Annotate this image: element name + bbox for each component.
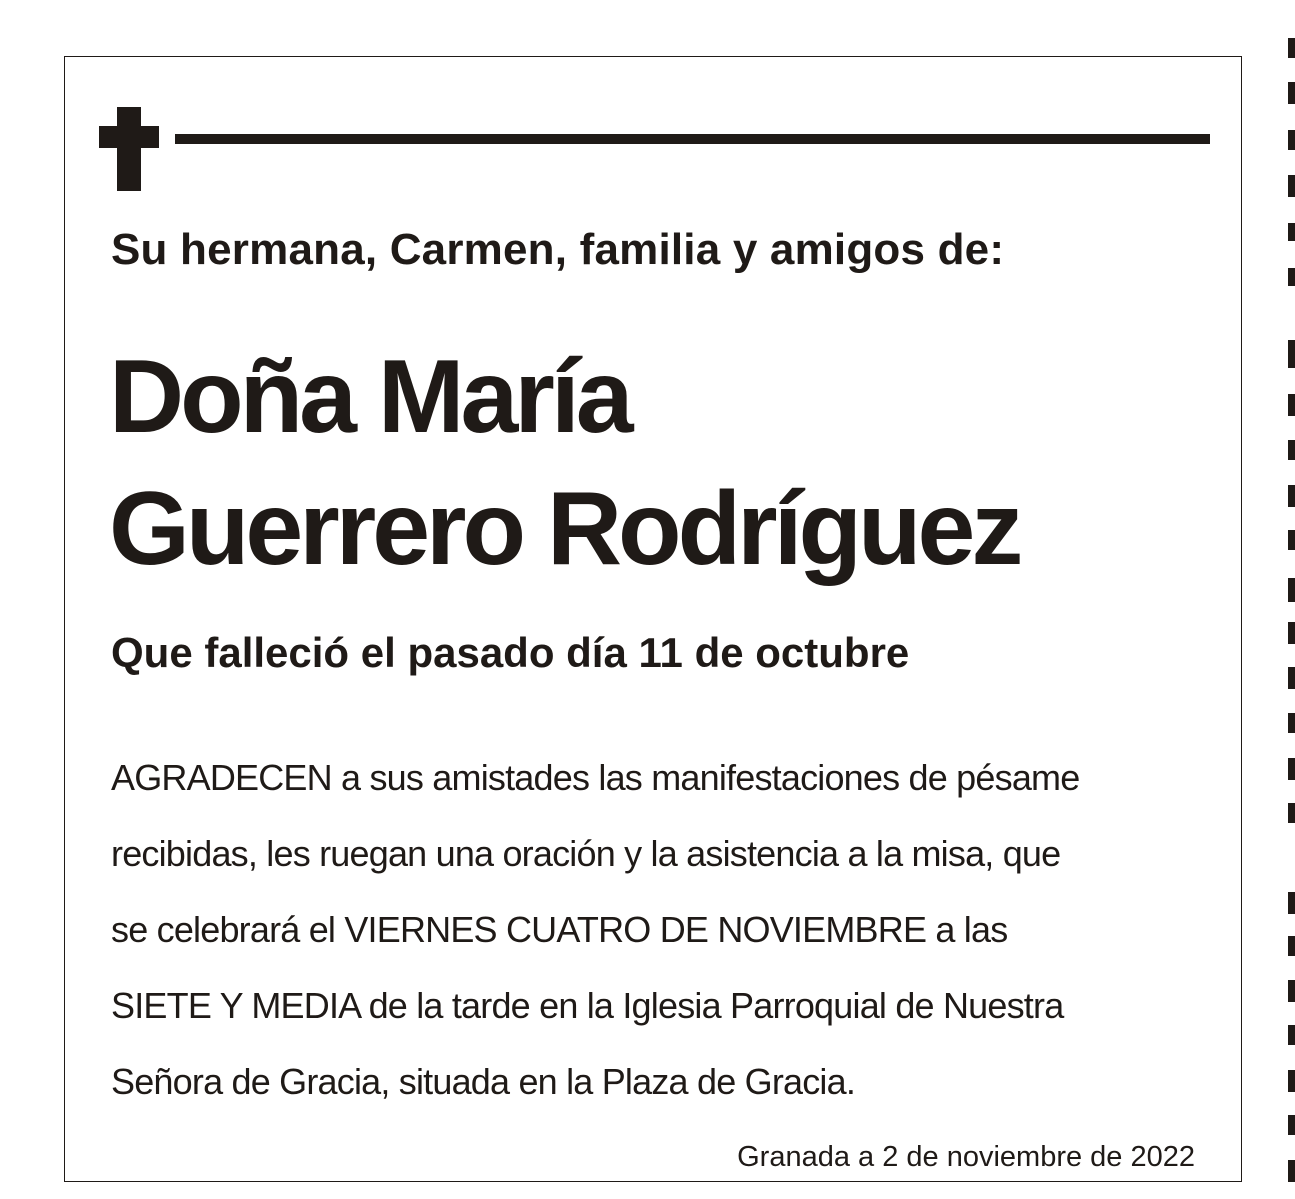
notice-body bbox=[111, 740, 1079, 1120]
header-rule bbox=[175, 134, 1210, 144]
deceased-name-line-2: Guerrero Rodríguez bbox=[109, 471, 1020, 587]
body-line: Señora de Gracia, situada en la Plaza de Gracia. bbox=[111, 1061, 856, 1102]
deceased-name-line-1: Doña María bbox=[109, 339, 630, 455]
body-line: AGRADECEN a sus amistades las manifestaciones de pésame bbox=[111, 757, 1080, 798]
death-date-line: Que falleció el pasado día 11 de octubre bbox=[111, 629, 910, 676]
body-line: se celebrará el VIERNES CUATRO DE NOVIEMBRE a las bbox=[111, 909, 1008, 950]
obituary-notice bbox=[64, 56, 1242, 1182]
cross-icon bbox=[99, 107, 159, 191]
family-intro: Su hermana, Carmen, familia y amigos de: bbox=[111, 225, 1005, 274]
body-line: SIETE Y MEDIA de la tarde en la Iglesia Parroquial de Nuestra bbox=[111, 985, 1064, 1026]
deceased-name bbox=[109, 331, 1019, 595]
adjacent-column-edge bbox=[1288, 30, 1295, 1199]
body-line: recibidas, les ruegan una oración y la asistencia a la misa, que bbox=[111, 833, 1061, 874]
place-date-signoff: Granada a 2 de noviembre de 2022 bbox=[737, 1141, 1195, 1173]
